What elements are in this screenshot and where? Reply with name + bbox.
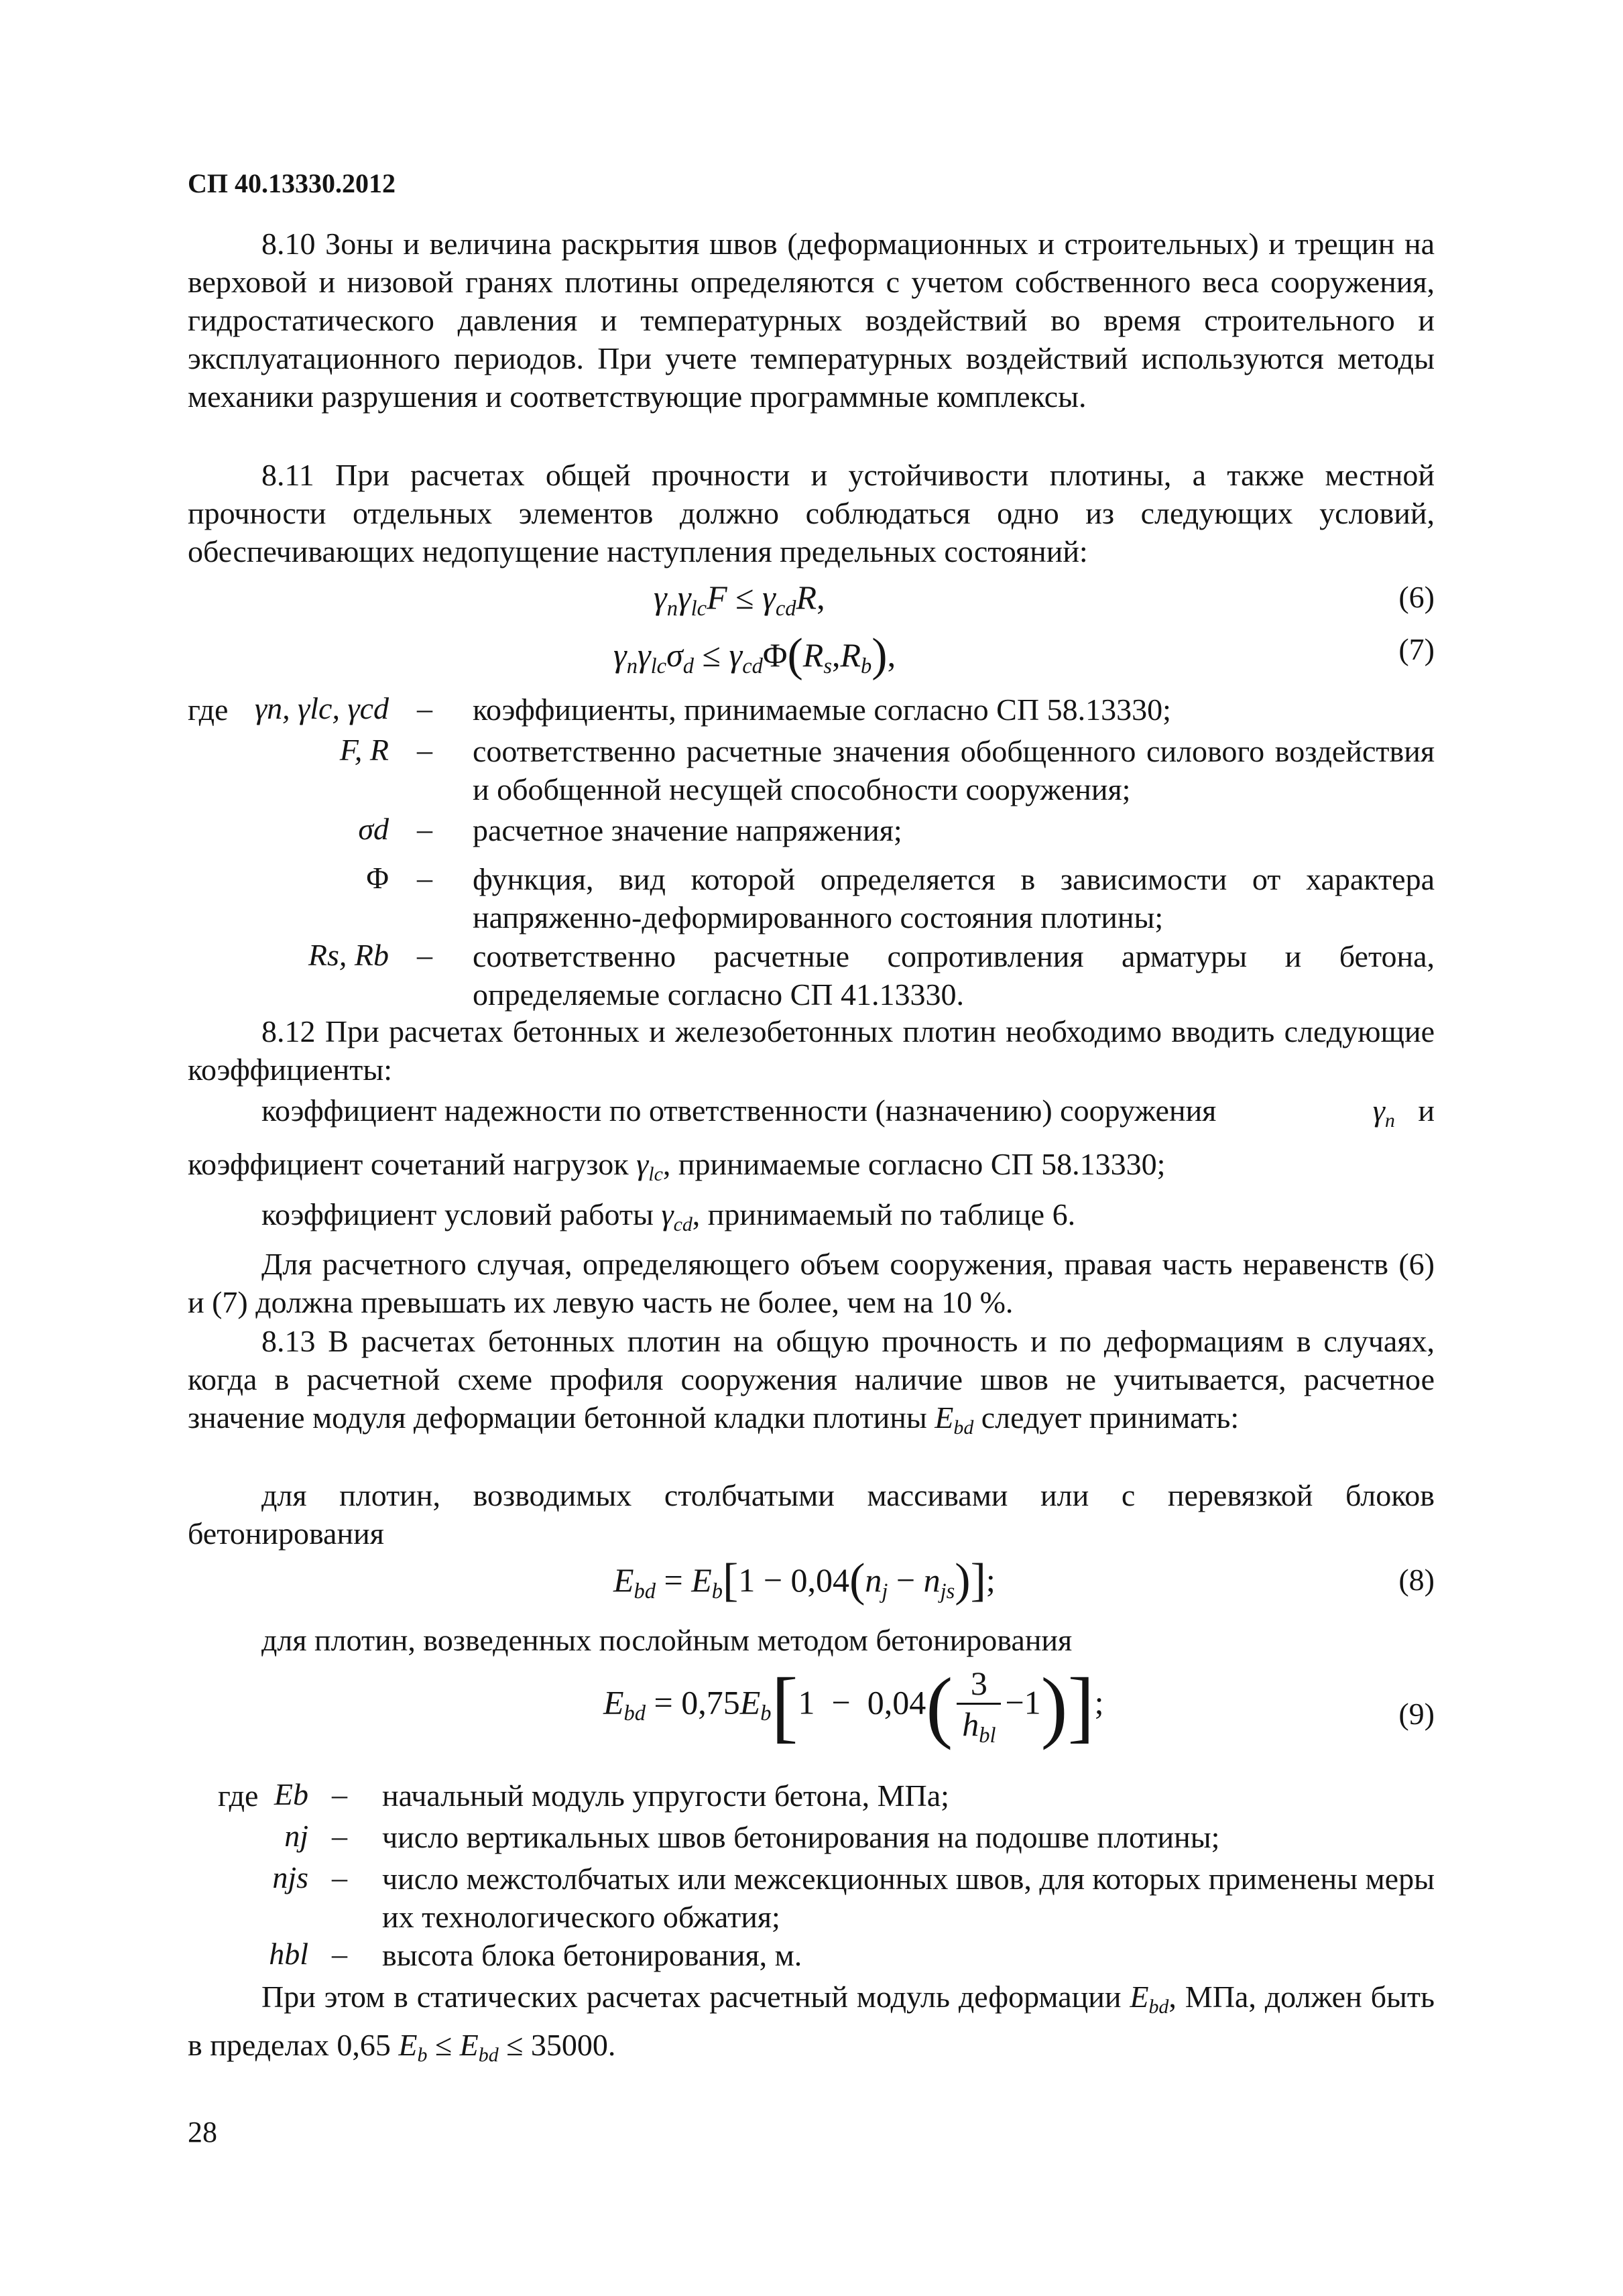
coefficient-line-3: коэффициент условий работы $\gamma_{cd}$, принимаемый по таблице 6. xyxy=(261,1197,1076,1235)
document-header: СП 40.13330.2012 xyxy=(188,168,396,198)
paragraph-8-10: 8.10 Зоны и величина раскрытия швов (деформационных и строительных) и трещин на верховой и низовой гранях плотины определяются с учетом собственного веса сооружения, гидростатического давления и температурных воздействий во время строительного и эксплуатационного периодов. При учете температурных воздействий используются методы механики разрушения и соответствующие программные комплексы. xyxy=(188,227,1435,414)
equation-6: $\gamma_n\gamma_{lc}F \le \gamma_{cd}R$, xyxy=(654,579,825,621)
gamma-lc-symbol: $\gamma_{lc}$ xyxy=(636,1147,663,1185)
fraction-3-over-hbl: $\frac{3}{h_{bl}}$ xyxy=(957,1664,1001,1748)
legend-symbol-gamma: γn, γlc, γcd xyxy=(255,691,389,725)
equation-7-number: (7) xyxy=(1398,632,1435,666)
legend-symbol-sigma: σd xyxy=(358,812,389,846)
gamma-n-symbol: $\gamma_n$ xyxy=(1372,1093,1395,1132)
legend-dash: – xyxy=(417,691,432,725)
legend-symbol-hbl: hbl xyxy=(269,1937,308,1971)
equation-7: $\gamma_n\gamma_{lc}\sigma_d \le \gamma_{cd}\Phi(R_s,R_b)$, xyxy=(613,629,896,681)
equation-9: $E_{bd} = 0,75E_b[1 - 0,04$( $\frac{3}{h_{bl}}$ −1)]; xyxy=(603,1660,1104,1750)
legend-symbol-rs-rb: Rs, Rb xyxy=(308,938,389,972)
legend-definition-f-r: соответственно расчетные значения обобщенного силового воздействия и обобщенной несущей способности сооружения; xyxy=(473,734,1435,806)
legend-dash: – xyxy=(332,1819,347,1853)
legend-definition-njs: число межстолбчатых или межсекционных швов, для которых применены меры их технологического обжатия; xyxy=(382,1862,1435,1934)
legend-dash: – xyxy=(417,938,432,972)
where-label: где xyxy=(188,692,229,727)
legend-dash: – xyxy=(332,1937,347,1971)
coefficient-line-1-text: коэффициент надежности по ответственности (назначению) сооружения xyxy=(261,1093,1217,1128)
equation-8-number: (8) xyxy=(1398,1563,1435,1597)
legend-definition-rs-rb: соответственно расчетные сопротивления арматуры и бетона, определяемые согласно СП 41.13330. xyxy=(473,939,1435,1012)
legend-definition-sigma: расчетное значение напряжения; xyxy=(473,813,902,847)
gamma-cd-symbol: $\gamma_{cd}$ xyxy=(661,1197,693,1235)
legend-symbol-phi: Φ xyxy=(366,861,389,895)
paragraph-columns: для плотин, возводимых столбчатыми массивами или с перевязкой блоков бетонирования xyxy=(188,1478,1435,1551)
legend-symbol-eb: Eb xyxy=(274,1777,308,1811)
coefficient-line-2: коэффициент сочетаний нагрузок $\gamma_{lc}$, принимаемые согласно СП 58.13330; xyxy=(188,1147,1166,1185)
paragraph-8-13: 8.13 В расчетах бетонных плотин на общую прочность и по деформациям в случаях, когда в расчетной схеме профиля сооружения наличие швов не учитывается, расчетное значение модуля деформации бетонной кладки плотины $E_{bd}$ следует принимать: xyxy=(188,1324,1435,1439)
where-label-2: где xyxy=(218,1778,259,1813)
paragraph-final: При этом в статических расчетах расчетный модуль деформации $E_{bd}$, МПа, должен быть в пределах 0,65 $E_b \le E_{bd} \le 35000$. xyxy=(188,1980,1435,2066)
ebd-symbol: $E_{bd}$ xyxy=(935,1400,974,1439)
legend-dash: – xyxy=(332,1860,347,1894)
legend-definition-gamma: коэффициенты, принимаемые согласно СП 58.13330; xyxy=(473,692,1171,727)
paragraph-8-12: 8.12 При расчетах бетонных и железобетонных плотин необходимо вводить следующие коэффициенты: xyxy=(188,1014,1435,1087)
legend-definition-eb: начальный модуль упругости бетона, МПа; xyxy=(382,1778,949,1813)
legend-dash: – xyxy=(417,733,432,767)
legend-symbol-f-r: F, R xyxy=(339,733,389,767)
legend-definition-hbl: высота блока бетонирования, м. xyxy=(382,1938,802,1972)
equation-6-number: (6) xyxy=(1398,580,1435,614)
legend-dash: – xyxy=(332,1777,347,1811)
coefficient-line-1: коэффициент надежности по ответственности (назначению) сооружения $\gamma_n$ и xyxy=(261,1091,1435,1140)
legend-symbol-nj: nj xyxy=(284,1819,308,1853)
equation-8: $E_{bd} = E_b[1 - 0,04(n_j - n_{js})]$; xyxy=(613,1555,996,1606)
page-number: 28 xyxy=(188,2116,217,2149)
paragraph-calc-case: Для расчетного случая, определяющего объем сооружения, правая часть неравенств (6) и (7) должна превышать их левую часть не более, чем на 10 %. xyxy=(188,1247,1435,1319)
legend-dash: – xyxy=(417,812,432,846)
equation-9-number: (9) xyxy=(1398,1697,1435,1731)
paragraph-8-11: 8.11 При расчетах общей прочности и устойчивости плотины, а также местной прочности отдельных элементов должно соблюдаться одно из следующих условий, обеспечивающих недопущение наступления предельных состояний: xyxy=(188,458,1435,568)
legend-symbol-njs: njs xyxy=(272,1860,308,1894)
paragraph-layer: для плотин, возведенных послойным методом бетонирования xyxy=(261,1623,1073,1657)
legend-definition-phi: функция, вид которой определяется в зависимости от характера напряженно-деформированного состояния плотины; xyxy=(473,862,1435,934)
legend-dash: – xyxy=(417,861,432,895)
legend-definition-nj: число вертикальных швов бетонирования на подошве плотины; xyxy=(382,1820,1220,1854)
